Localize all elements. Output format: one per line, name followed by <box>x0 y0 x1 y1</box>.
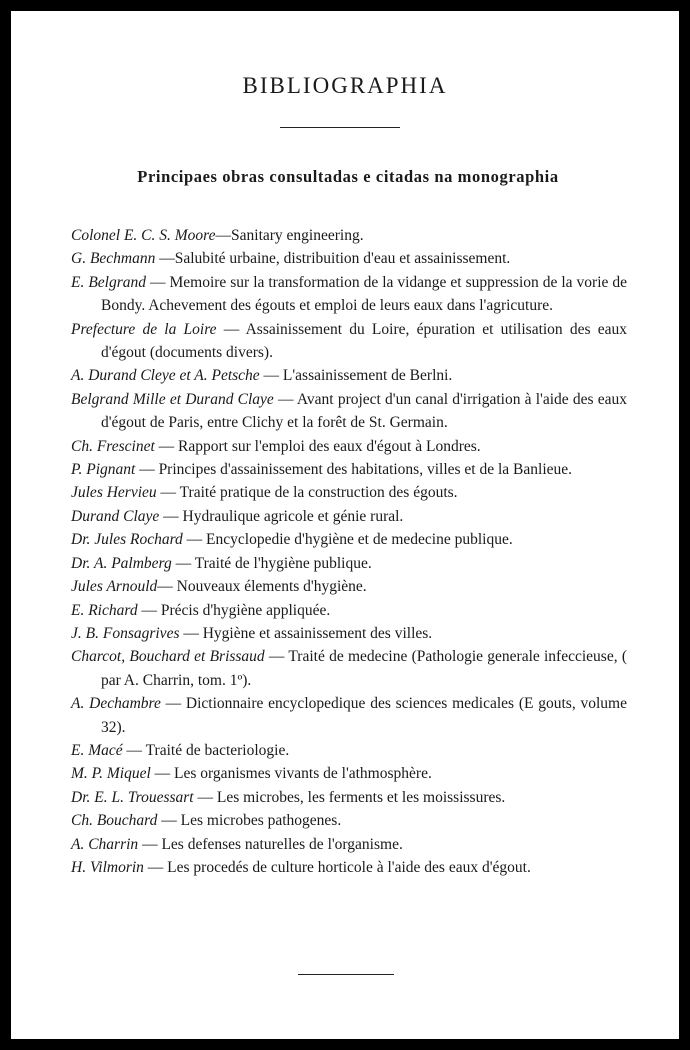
bibliography-entry <box>71 364 627 387</box>
entry-author: Jules Arnould <box>71 578 158 596</box>
entry-author: Belgrand Mille et Durand Claye <box>71 390 274 408</box>
bibliography-entry <box>71 388 627 435</box>
entry-author: Ch. Bouchard <box>71 812 158 830</box>
entry-text: — Précis d'hygiène appliquée. <box>137 601 331 619</box>
bibliography-entry <box>71 318 627 365</box>
entry-text: — Traité de bacteriologie. <box>122 741 290 759</box>
bibliography-entry <box>71 599 627 622</box>
entry-author: Dr. Jules Rochard <box>71 531 183 549</box>
page-title: BIBLIOGRAPHIA <box>242 73 448 98</box>
entry-text: — Les microbes, les ferments et les moississures. <box>193 788 506 806</box>
bibliography-entry <box>71 552 627 575</box>
entry-author: P. Pignant <box>71 461 136 479</box>
entry-text: — Les defenses naturelles de l'organisme. <box>138 835 403 853</box>
bibliography-entry <box>71 622 627 645</box>
entry-author: E. Richard <box>71 601 138 619</box>
document-page <box>11 11 679 1039</box>
entry-text: — Memoire sur la transformation de la vidange et suppression de la vorie de Bondy. Achevement des égouts et emploi de leurs eaux dans l'agricuture. <box>101 273 627 315</box>
entry-author: J. B. Fonsagrives <box>71 624 180 642</box>
entry-text: — L'assainissement de Berlni. <box>259 367 453 385</box>
entry-text: — Principes d'assainissement des habitations, villes et de la Banlieue. <box>135 461 573 479</box>
bibliography-entry <box>71 833 627 856</box>
bibliography-entry <box>71 528 627 551</box>
entry-author: Dr. E. L. Trouessart <box>71 788 194 806</box>
bibliography-entry <box>71 247 627 270</box>
bibliography-entry <box>71 224 627 247</box>
entry-text: — Nouveaux élements d'hygiène. <box>157 578 367 596</box>
bibliography-entry <box>71 645 627 692</box>
entry-author: Dr. A. Palmberg <box>71 554 172 572</box>
bibliography-entry <box>71 435 627 458</box>
entry-author: A. Dechambre <box>71 695 161 713</box>
entry-text: — Traité de l'hygiène publique. <box>171 554 372 572</box>
bibliography-entry <box>71 692 627 739</box>
bibliography-entry <box>71 481 627 504</box>
entry-author: G. Bechmann <box>71 250 156 268</box>
entry-text: — Rapport sur l'emploi des eaux d'égout à Londres. <box>154 437 481 455</box>
bibliography-entry <box>71 856 627 879</box>
entry-text: — Hydraulique agricole et génie rural. <box>159 507 404 525</box>
entry-text: — Les procedés de culture horticole à l'aide des eaux d'égout. <box>143 858 531 876</box>
entry-author: Ch. Frescinet <box>71 437 155 455</box>
bibliography-entry <box>71 575 627 598</box>
entry-author: Charcot, Bouchard et Brissaud <box>71 648 265 666</box>
entry-text: —Salubité urbaine, distribuition d'eau et assainissement. <box>155 250 511 268</box>
entry-author: E. Belgrand <box>71 273 147 291</box>
entry-text: — Avant project d'un canal d'irrigation à l'aide des eaux d'égout de Paris, entre Clichy et la forêt de St. Germain. <box>101 390 627 432</box>
bibliography-entry <box>71 505 627 528</box>
bibliography-entry <box>71 762 627 785</box>
entry-text: — Encyclopedie d'hygiène et de medecine publique. <box>182 531 513 549</box>
section-subtitle: Principaes obras consultadas e citadas na monographia <box>137 167 559 186</box>
entry-author: H. Vilmorin <box>71 858 144 876</box>
entry-text: — Les microbes pathogenes. <box>157 812 342 830</box>
bibliography-entry <box>71 809 627 832</box>
entry-text: — Dictionnaire encyclopedique des sciences medicales (E gouts, volume 32). <box>101 695 627 736</box>
bibliography-entry <box>71 271 627 318</box>
entry-text: — Assainissement du Loire, épuration et utilisation des eaux d'égout (documents divers). <box>101 320 627 362</box>
entry-author: M. P. Miquel <box>71 765 151 783</box>
entry-author: Prefecture de la Loire <box>71 320 217 338</box>
entry-text: —Sanitary engineering. <box>215 227 364 244</box>
bibliography-entry <box>71 458 627 481</box>
entry-author: Jules Hervieu <box>71 484 157 502</box>
entry-text: — Traité de medecine (Pathologie generale infeccieuse, ( par A. Charrin, tom. 1º). <box>101 648 627 689</box>
entry-text: — Hygiène et assainissement des villes. <box>179 624 433 642</box>
entry-text: — Les organismes vivants de l'athmosphère. <box>150 765 432 783</box>
title-divider <box>280 127 400 128</box>
bibliography-entry <box>71 739 627 762</box>
bibliography-list <box>71 224 627 879</box>
entry-text: — Traité pratique de la construction des égouts. <box>156 484 458 502</box>
entry-author: Durand Claye <box>71 507 160 525</box>
entry-author: E. Macé <box>71 741 123 759</box>
entry-author: Colonel E. C. S. Moore <box>71 227 216 244</box>
bibliography-entry <box>71 786 627 809</box>
end-divider <box>298 974 394 975</box>
entry-author: A. Charrin <box>71 835 139 853</box>
entry-author: A. Durand Cleye et A. Petsche <box>71 367 260 385</box>
